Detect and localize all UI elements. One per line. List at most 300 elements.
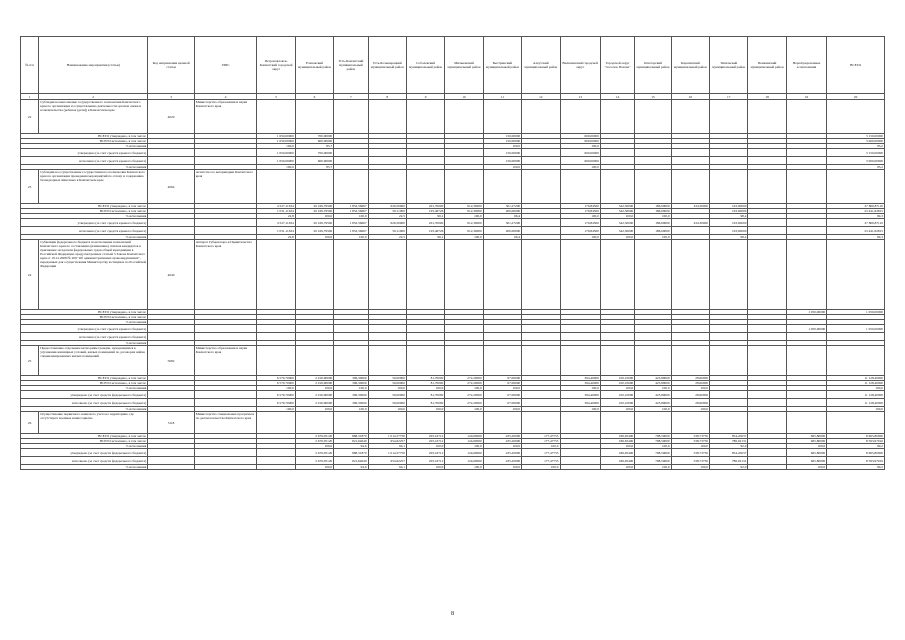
value-cell: 186,00000: [635, 227, 671, 235]
section-code: 4020: [148, 100, 194, 134]
section-row: [21, 100, 885, 134]
budget-table: [20, 36, 885, 470]
value-cell: 665,80000: [786, 434, 826, 439]
empty-cell: [710, 100, 748, 134]
value-cell: 100,0: [334, 407, 368, 412]
value-cell: 100,0: [295, 386, 333, 391]
value-cell: 100,0: [445, 386, 483, 391]
value-cell: 1 050,00000: [786, 325, 826, 333]
value-cell: [748, 227, 786, 235]
value-cell: 100,0: [671, 444, 709, 449]
value-cell: 203,16712: [406, 457, 444, 465]
value-cell: [560, 465, 600, 470]
value-cell: [748, 399, 786, 407]
value-cell: 20 169,79500: [295, 227, 333, 235]
column-header-17: Тигильский муниципальный район: [710, 37, 748, 94]
value-cell: 186,00000: [635, 204, 671, 209]
value-cell: 20 169,79500: [295, 209, 333, 214]
value-cell: [406, 157, 444, 165]
row-label: % исполнения: [21, 444, 148, 449]
empty-cell: [786, 100, 826, 134]
value-cell: 100,0: [786, 465, 826, 470]
value-cell: [257, 333, 295, 341]
value-cell: 201,70000: [406, 219, 444, 227]
value-cell: 912,30000: [445, 209, 483, 214]
column-number-17: 17: [710, 94, 748, 100]
value-cell: 81,70000: [406, 399, 444, 407]
value-cell: 100,0: [334, 386, 368, 391]
value-cell: 94,6: [334, 444, 368, 449]
row-label: ВСЕГО исполнено, в том числе:: [21, 439, 148, 444]
value-cell: 2 016,90000: [295, 381, 333, 386]
header-row: [21, 37, 885, 94]
value-cell: 177,47755: [522, 434, 560, 439]
value-cell: 100,0: [445, 235, 483, 240]
value-cell: 435,20000: [483, 439, 521, 444]
value-cell: 1 014,57750: [368, 434, 406, 439]
value-cell: 100,0: [483, 444, 521, 449]
table-body: [21, 100, 885, 470]
value-cell: 272,20000: [445, 381, 483, 386]
empty-cell: [194, 449, 257, 457]
value-cell: 100,0: [671, 407, 709, 412]
empty-cell: [710, 240, 748, 310]
value-cell: 3 000,00000: [827, 139, 885, 144]
value-cell: [257, 449, 295, 457]
empty-cell: [334, 170, 368, 204]
row-label: % исполнения: [21, 165, 148, 170]
value-cell: [445, 149, 483, 157]
empty-cell: [671, 346, 709, 376]
value-cell: 538,73750: [671, 457, 709, 465]
value-cell: 1 650,00000: [257, 157, 295, 165]
section-number: 24: [21, 240, 39, 310]
section-number: 25: [21, 346, 39, 376]
value-cell: 100,0: [560, 386, 600, 391]
value-cell: 2 016,90000: [295, 376, 333, 381]
section-code: 4040: [148, 240, 194, 310]
value-cell: 95,2: [827, 165, 885, 170]
value-cell: 100,0: [600, 465, 634, 470]
value-cell: 98,4: [710, 235, 748, 240]
value-cell: [671, 227, 709, 235]
value-cell: 394,40000: [560, 391, 600, 399]
value-cell: [600, 325, 634, 333]
value-cell: 179,84500: [560, 209, 600, 214]
empty-cell: [560, 170, 600, 204]
value-cell: 163,00000: [710, 204, 748, 209]
value-cell: 100,0: [560, 235, 600, 240]
value-cell: 186,65400: [600, 439, 634, 444]
empty-cell: [827, 412, 885, 434]
section-grbs: Министерство образования и науки Камчатского края: [194, 100, 257, 134]
value-cell: 2 679,05120: [295, 439, 333, 444]
value-cell: 100,10000: [600, 399, 634, 407]
value-cell: [671, 157, 709, 165]
value-cell: 8 665,80000: [827, 449, 885, 457]
column-header-16: Карагинский муниципальный район: [671, 37, 709, 94]
data-row: [21, 391, 885, 399]
value-cell: 301,27200: [483, 219, 521, 227]
empty-cell: [257, 240, 295, 310]
value-cell: [522, 157, 560, 165]
value-cell: 186,65400: [600, 434, 634, 439]
value-cell: 59,00000: [368, 376, 406, 381]
value-cell: 542,30000: [600, 219, 634, 227]
value-cell: 786,02131: [710, 439, 748, 444]
value-cell: 11 128,40000: [827, 376, 885, 381]
value-cell: 27 806,87110: [827, 219, 885, 227]
value-cell: 1 852,56667: [334, 227, 368, 235]
section-grbs: Министерство образования и науки Камчатского края: [194, 346, 257, 376]
section-code: 5082: [148, 346, 194, 376]
data-row: [21, 465, 885, 470]
value-cell: 100,0: [483, 144, 521, 149]
value-cell: 124,60000: [445, 439, 483, 444]
empty-cell: [194, 457, 257, 465]
value-cell: [522, 227, 560, 235]
column-number-15: 15: [635, 94, 671, 100]
value-cell: 435,20000: [483, 434, 521, 439]
empty-cell: [600, 170, 634, 204]
section-description: Субвенции федерального бюджета на исполнение полномочий Камчатского края по составлению (изменению) списков кандидатов в присяжные заседатели федеральных судов общей юрисдикции в Российской Федерации, предусмотренных статьей 5 Закона Камчатского края от 19.12.2008 № 209 "Об административных правонарушениях", переданных для осуществления Министерству юстиции и по Российской Федерации: [39, 240, 148, 310]
value-cell: 100,0: [635, 214, 671, 219]
column-header-4: ГРБС: [194, 37, 257, 94]
value-cell: 100,10000: [600, 376, 634, 381]
value-cell: [334, 333, 368, 341]
row-label: ВСЕГО исполнено, в том числе:: [21, 315, 148, 320]
value-cell: 8 593,97916: [827, 457, 885, 465]
row-label: утверждено (за счет средств федерального бюджета): [21, 391, 148, 399]
empty-cell: [148, 391, 194, 399]
value-cell: 59,11000: [368, 227, 406, 235]
value-cell: 28,60000: [671, 399, 709, 407]
empty-cell: [148, 219, 194, 227]
empty-cell: [406, 240, 444, 310]
row-label: исполнено (за счет средств федерального бюджета): [21, 457, 148, 465]
empty-cell: [483, 346, 521, 376]
value-cell: [710, 157, 748, 165]
empty-cell: [194, 157, 257, 165]
value-cell: 150,00000: [483, 149, 521, 157]
value-cell: [600, 157, 634, 165]
column-number-1: 1: [21, 94, 39, 100]
value-cell: 1 650,00000: [257, 134, 295, 139]
data-row: [21, 325, 885, 333]
value-cell: 22,5: [368, 235, 406, 240]
empty-cell: [483, 170, 521, 204]
empty-cell: [368, 170, 406, 204]
value-cell: 700,00000: [295, 149, 333, 157]
value-cell: [257, 325, 295, 333]
value-cell: 100,0: [600, 214, 634, 219]
value-cell: 100,0: [445, 214, 483, 219]
value-cell: [295, 333, 333, 341]
row-label: ВСЕГО утверждено, в том числе:: [21, 204, 148, 209]
value-cell: 306,30000: [334, 376, 368, 381]
value-cell: 99,2: [827, 444, 885, 449]
section-row: [21, 412, 885, 434]
value-cell: 186,65400: [600, 449, 634, 457]
value-cell: 100,0: [334, 235, 368, 240]
value-cell: 100,0: [445, 465, 483, 470]
value-cell: 100,0: [406, 444, 444, 449]
row-label: ВСЕГО утверждено, в том числе:: [21, 434, 148, 439]
empty-cell: [194, 325, 257, 333]
value-cell: 423,80000: [635, 376, 671, 381]
value-cell: 100,0: [334, 214, 368, 219]
value-cell: 854,45637: [710, 434, 748, 439]
empty-cell: [748, 170, 786, 204]
column-number-4: 4: [194, 94, 257, 100]
value-cell: 203,16712: [406, 449, 444, 457]
value-cell: 81,70000: [406, 381, 444, 386]
value-cell: 100,0: [827, 407, 885, 412]
empty-cell: [635, 412, 671, 434]
empty-cell: [194, 149, 257, 157]
value-cell: 272,20000: [445, 399, 483, 407]
row-label: ВСЕГО утверждено, в том числе:: [21, 376, 148, 381]
empty-cell: [368, 100, 406, 134]
empty-cell: [257, 412, 295, 434]
value-cell: [406, 149, 444, 157]
data-row: [21, 227, 885, 235]
value-cell: 3 150,00000: [827, 149, 885, 157]
row-label: % исполнения: [21, 407, 148, 412]
value-cell: [635, 149, 671, 157]
row-label: утверждено (за счет средств федерального бюджета): [21, 449, 148, 457]
value-cell: 854,45637: [710, 449, 748, 457]
column-header-6: Елизовский муниципальный район: [295, 37, 333, 94]
value-cell: 85,7: [295, 165, 333, 170]
value-cell: 1 650,00000: [257, 149, 295, 157]
value-cell: [710, 333, 748, 341]
data-row: [21, 399, 885, 407]
empty-cell: [671, 100, 709, 134]
value-cell: [786, 157, 826, 165]
value-cell: 203,16712: [406, 434, 444, 439]
value-cell: 600,00000: [295, 139, 333, 144]
value-cell: 394,40000: [560, 381, 600, 386]
value-cell: 193,46726: [406, 227, 444, 235]
empty-cell: [257, 346, 295, 376]
empty-cell: [748, 240, 786, 310]
value-cell: 163,00000: [710, 209, 748, 214]
row-label: ВСЕГО исполнено, в том числе:: [21, 209, 148, 214]
value-cell: 423,80000: [635, 391, 671, 399]
value-cell: 2 679,05120: [295, 449, 333, 457]
report-sheet: [20, 36, 885, 470]
value-cell: 28,60000: [671, 391, 709, 399]
row-label: исполнено (за счет средств федерального бюджета): [21, 399, 148, 407]
value-cell: 542,30000: [600, 209, 634, 214]
value-cell: [483, 333, 521, 341]
column-header-12: Алеутский муниципальный район: [522, 37, 560, 94]
value-cell: 4 527,11634: [257, 219, 295, 227]
empty-cell: [560, 412, 600, 434]
value-cell: 665,80000: [786, 449, 826, 457]
section-number: 22: [21, 100, 39, 134]
value-cell: 538,73750: [671, 434, 709, 439]
value-cell: 100,0: [406, 407, 444, 412]
value-cell: [748, 449, 786, 457]
value-cell: 186,65400: [600, 457, 634, 465]
column-number-10: 10: [445, 94, 483, 100]
empty-cell: [194, 227, 257, 235]
value-cell: 92,0: [710, 444, 748, 449]
value-cell: 200,00000: [483, 209, 521, 214]
value-cell: 798,50000: [635, 439, 671, 444]
value-cell: [600, 333, 634, 341]
empty-cell: [148, 333, 194, 341]
value-cell: 423,80000: [635, 381, 671, 386]
empty-cell: [368, 240, 406, 310]
value-cell: 821,64649: [334, 439, 368, 444]
value-cell: [710, 325, 748, 333]
empty-cell: [194, 219, 257, 227]
empty-cell: [600, 240, 634, 310]
value-cell: 11 128,40000: [827, 381, 885, 386]
row-label: ВСЕГО исполнено, в том числе:: [21, 381, 148, 386]
value-cell: [748, 219, 786, 227]
column-number-11: 11: [483, 94, 521, 100]
value-cell: 28,60000: [671, 381, 709, 386]
data-row: [21, 449, 885, 457]
value-cell: 2 016,90000: [295, 391, 333, 399]
empty-cell: [560, 346, 600, 376]
empty-cell: [334, 240, 368, 310]
value-cell: 59,11000: [368, 209, 406, 214]
row-label: % исполнения: [21, 341, 148, 346]
value-cell: 100,0: [368, 386, 406, 391]
value-cell: 6 579,70000: [257, 391, 295, 399]
value-cell: 201,70000: [406, 204, 444, 209]
value-cell: 100,0: [368, 407, 406, 412]
column-header-20: ВСЕГО: [827, 37, 885, 94]
empty-cell: [522, 170, 560, 204]
row-label: % исполнения: [21, 235, 148, 240]
value-cell: 798,50000: [635, 449, 671, 457]
value-cell: 100,0: [445, 444, 483, 449]
section-description: Субсидии на осуществление государственного полномочия Камчатского края по организации проведения мероприятий по отлову и содержанию безнадзорных животных в Камчатском крае: [39, 170, 148, 204]
value-cell: 20 169,79500: [295, 204, 333, 209]
column-number-5: 5: [257, 94, 295, 100]
value-cell: [522, 391, 560, 399]
value-cell: 100,0: [483, 386, 521, 391]
value-cell: 100,0: [257, 144, 295, 149]
row-label: утверждено (за счет средств краевого бюджета): [21, 325, 148, 333]
value-cell: 100,0: [295, 444, 333, 449]
empty-cell: [600, 412, 634, 434]
value-cell: 100,0: [295, 235, 333, 240]
column-number-6: 6: [295, 94, 333, 100]
empty-cell: [710, 346, 748, 376]
value-cell: 1 650,00000: [257, 139, 295, 144]
empty-cell: [295, 100, 333, 134]
value-cell: [786, 399, 826, 407]
value-cell: 538,73750: [671, 449, 709, 457]
empty-cell: [406, 100, 444, 134]
section-description: Субсидии на выполнение государственного полномочия Камчатского края по организации и осуществлению деятельности органов опеки и попечительства (ребенок (дети)) в Камчатском крае: [39, 100, 148, 134]
value-cell: 59,00000: [368, 391, 406, 399]
value-cell: 394,40000: [560, 399, 600, 407]
empty-cell: [827, 346, 885, 376]
value-cell: 100,0: [671, 465, 709, 470]
value-cell: 84,3: [827, 235, 885, 240]
value-cell: 100,0: [295, 214, 333, 219]
column-number-2: 2: [39, 94, 148, 100]
empty-cell: [827, 240, 885, 310]
empty-cell: [522, 412, 560, 434]
row-label: % исполнения: [21, 465, 148, 470]
value-cell: 20 169,79500: [295, 219, 333, 227]
value-cell: 538,73750: [671, 439, 709, 444]
value-cell: 306,30000: [334, 391, 368, 399]
value-cell: 434,30000: [671, 219, 709, 227]
value-cell: 821,64649: [334, 457, 368, 465]
row-label: утверждено (за счет средств краевого бюджета): [21, 149, 148, 157]
section-description: Предоставление отдельным категориям граждан, нуждающимся в улучшении жилищных условий, жилых помещений по договорам найма специализированных жилых помещений: [39, 346, 148, 376]
value-cell: 100,0: [560, 165, 600, 170]
value-cell: 81,70000: [406, 391, 444, 399]
empty-cell: [445, 412, 483, 434]
column-number-14: 14: [600, 94, 634, 100]
value-cell: 100,0: [786, 444, 826, 449]
empty-cell: [148, 325, 194, 333]
value-cell: 100,0: [600, 235, 634, 240]
value-cell: 1 031,11634: [257, 227, 295, 235]
empty-cell: [257, 170, 295, 204]
value-cell: 912,30000: [445, 204, 483, 209]
empty-cell: [600, 346, 634, 376]
empty-cell: [194, 465, 257, 470]
column-header-14: Городской округ "поселок Палана": [600, 37, 634, 94]
value-cell: 912,30000: [445, 219, 483, 227]
value-cell: 94,6: [334, 465, 368, 470]
empty-cell: [406, 346, 444, 376]
column-header-11: Быстринский муниципальный район: [483, 37, 521, 94]
empty-cell: [406, 170, 444, 204]
value-cell: 66,4: [483, 235, 521, 240]
data-row: [21, 157, 885, 165]
value-cell: 306,30000: [334, 399, 368, 407]
value-cell: 67,00000: [483, 381, 521, 386]
value-cell: 100,0: [257, 165, 295, 170]
value-cell: 59,00000: [368, 381, 406, 386]
value-cell: [522, 149, 560, 157]
row-label: ВСЕГО утверждено, в том числе:: [21, 134, 148, 139]
value-cell: 150,00000: [483, 134, 521, 139]
empty-cell: [522, 240, 560, 310]
value-cell: 100,0: [635, 465, 671, 470]
value-cell: [600, 149, 634, 157]
row-label: ВСЕГО утверждено, в том числе:: [21, 310, 148, 315]
value-cell: 67,00000: [483, 399, 521, 407]
value-cell: 600,00000: [560, 157, 600, 165]
empty-cell: [710, 170, 748, 204]
value-cell: 435,20000: [483, 457, 521, 465]
empty-cell: [671, 412, 709, 434]
row-label: исполнено (за счет средств краевого бюджета): [21, 333, 148, 341]
value-cell: 94,1: [368, 444, 406, 449]
value-cell: 954,62257: [368, 457, 406, 465]
column-number-7: 7: [334, 94, 368, 100]
value-cell: [748, 465, 786, 470]
value-cell: 6 579,70000: [257, 399, 295, 407]
value-cell: 600,00000: [560, 149, 600, 157]
empty-cell: [445, 100, 483, 134]
value-cell: 100,0: [671, 386, 709, 391]
